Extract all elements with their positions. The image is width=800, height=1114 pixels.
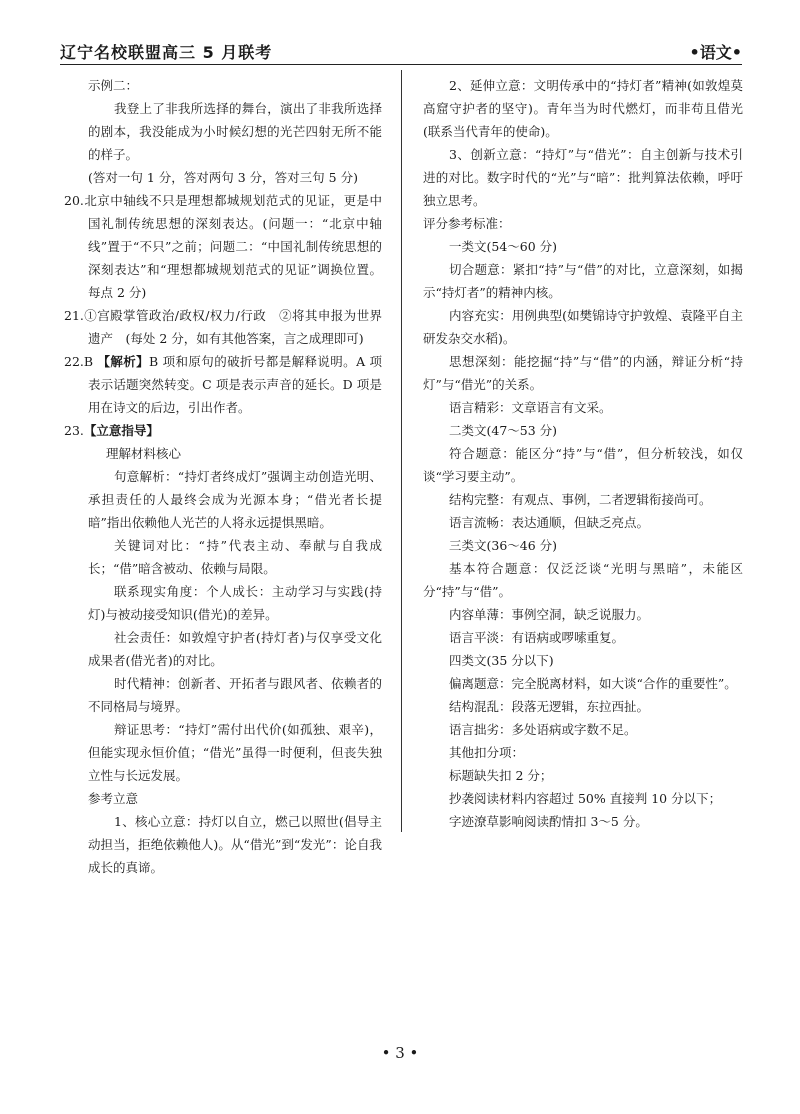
- class-2-structure: 结构完整：有观点、事例，二者逻辑衔接尚可。: [449, 492, 712, 507]
- left-column: [64, 74, 382, 879]
- guidance-tag: 【立意指导】: [83, 423, 159, 438]
- class-3-language: 语言平淡：有语病或啰嗦重复。: [449, 630, 625, 645]
- section-title-reference: 参考立意: [88, 791, 139, 806]
- analysis-tag: 【解析】: [97, 354, 150, 369]
- innovative-idea: 3、创新立意：“持灯”与“借光”：自主创新与技术引进的对比。数字时代的“光”与“暗”：批判算法依赖，呼吁独立思考。: [423, 147, 743, 208]
- class-4-language: 语言拙劣：多处语病或字数不足。: [449, 722, 637, 737]
- deduction-plagiarism: 抄袭阅读材料内容超过 50% 直接判 10 分以下；: [449, 791, 722, 806]
- answer-22-analysis: B 项和原句的破折号都是解释说明。A 项表示话题突然转变。C 项是表示声音的延长。D 项是用在诗文的后边，引出作者。: [88, 354, 382, 415]
- subject-label: •语文•: [689, 43, 742, 62]
- column-divider: [401, 70, 402, 832]
- class-2-title: 二类文(47～53 分): [449, 423, 558, 438]
- section-title-core: 理解材料核心: [106, 446, 182, 461]
- class-1-content: 内容充实：用例典型(如樊锦诗守护敦煌、袁隆平自主研发杂交水稻)。: [423, 308, 743, 346]
- other-deductions-title: 其他扣分项：: [449, 745, 525, 760]
- answer-23: [64, 419, 382, 442]
- era-spirit: 时代精神：创新者、开拓者与跟风者、依赖者的不同格局与境界。: [88, 676, 382, 714]
- answer-22-choice: 22.B: [64, 354, 98, 369]
- dialectic-thinking: 辩证思考：“持灯”需付出代价(如孤独、艰辛)，但能实现永恒价值；“借光”虽得一时便利，但丧失独立性与长远发展。: [88, 722, 382, 783]
- class-4-relevance: 偏离题意：完全脱离材料，如大谈“合作的重要性”。: [449, 676, 737, 691]
- right-column: [423, 74, 743, 833]
- deduction-handwriting: 字迹潦草影响阅读酌情扣 3～5 分。: [449, 814, 648, 829]
- reality-angle: 联系现实角度：个人成长：主动学习与实践(持灯)与被动接受知识(借光)的差异。: [88, 584, 382, 622]
- deduction-title-missing: 标题缺失扣 2 分；: [449, 768, 553, 783]
- class-2-language: 语言流畅：表达通顺，但缺乏亮点。: [449, 515, 650, 530]
- answer-20: 20.北京中轴线不只是理想都城规划范式的见证，更是中国礼制传统思想的深刻表达。(问题一：“北京中轴线”置于“不只”之前；问题二：“中国礼制传统思想的深刻表达”和“理想都城规划范式的见证”调换位置。每点 2 分): [64, 193, 382, 300]
- answer-21: 21.①宫殿掌管政治/政权/权力/行政 ②将其申报为世界遗产 (每处 2 分，如有其他答案，言之成理即可): [64, 308, 382, 346]
- class-1-thought: 思想深刻：能挖掘“持”与“借”的内涵，辩证分析“持灯”与“借光”的关系。: [423, 354, 743, 392]
- class-1-relevance: 切合题意：紧扣“持”与“借”的对比，立意深刻，如揭示“持灯者”的精神内核。: [423, 262, 743, 300]
- class-3-relevance: 基本符合题意：仅泛泛谈“光明与黑暗”，未能区分“持”与“借”。: [423, 561, 743, 599]
- answer-23-number: 23.: [64, 423, 84, 438]
- core-idea: 1、核心立意：持灯以自立，燃己以照世(倡导主动担当，拒绝依赖他人)。从“借光”到“发光”：论自我成长的真谛。: [88, 814, 382, 875]
- social-responsibility: 社会责任：如敦煌守护者(持灯者)与仅享受文化成果者(借光者)的对比。: [88, 630, 382, 668]
- keyword-contrast: 关键词对比：“持”代表主动、奉献与自我成长；“借”暗含被动、依赖与局限。: [88, 538, 382, 576]
- class-3-title: 三类文(36～46 分): [449, 538, 558, 553]
- example-text: 我登上了非我所选择的舞台，演出了非我所选择的剧本，我没能成为小时候幻想的光芒四射无所不能的样子。: [88, 101, 382, 162]
- exam-title: 辽宁名校联盟高三 5 月联考: [60, 43, 273, 62]
- class-1-language: 语言精彩：文章语言有文采。: [449, 400, 612, 415]
- page-header: [60, 40, 742, 65]
- page-number: • 3 •: [381, 1044, 419, 1062]
- class-2-relevance: 符合题意：能区分“持”与“借”，但分析较浅，如仅谈“学习要主动”。: [423, 446, 743, 484]
- class-4-structure: 结构混乱：段落无逻辑，东拉西扯。: [449, 699, 650, 714]
- answer-22: [64, 350, 382, 419]
- class-3-content: 内容单薄：事例空洞，缺乏说服力。: [449, 607, 650, 622]
- score-note: (答对一句 1 分，答对两句 3 分，答对三句 5 分): [88, 170, 358, 185]
- sentence-analysis: 句意解析：“持灯者终成灯”强调主动创造光明、承担责任的人最终会成为光源本身；“借光者长提暗”指出依赖他人光芒的人将永远提惧黑暗。: [88, 469, 382, 530]
- class-1-title: 一类文(54～60 分): [449, 239, 558, 254]
- class-4-title: 四类文(35 分以下): [449, 653, 554, 668]
- extended-idea: 2、延伸立意：文明传承中的“持灯者”精神(如敦煌莫高窟守护者的坚守)。青年当为时代燃灯，而非苟且借光(联系当代青年的使命)。: [423, 78, 743, 139]
- example-title: 示例二：: [88, 78, 139, 93]
- scoring-title: 评分参考标准：: [423, 216, 511, 231]
